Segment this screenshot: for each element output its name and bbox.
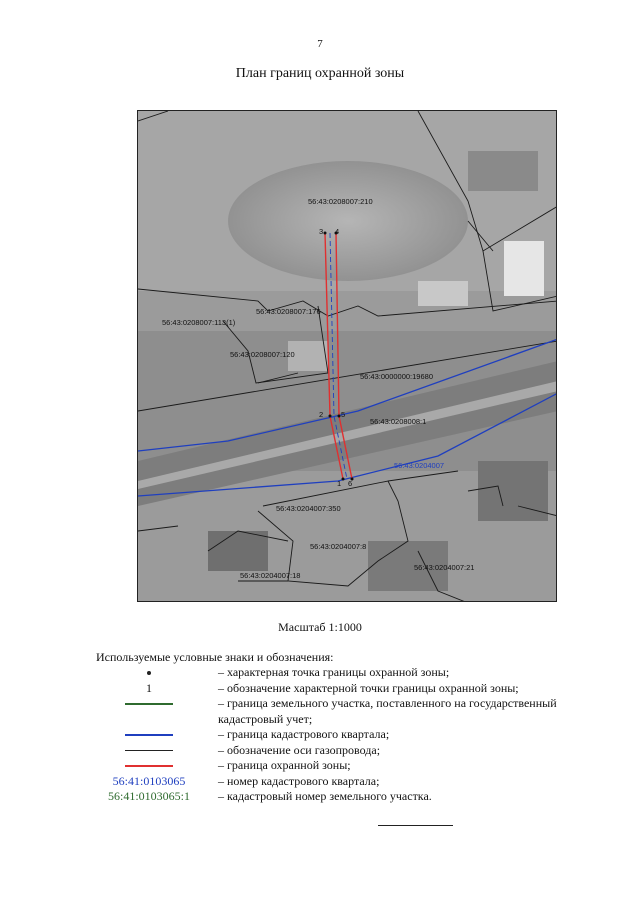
legend-row bbox=[90, 681, 600, 697]
parcel-label: 56:43:0208007:113(1) bbox=[162, 318, 236, 327]
point-label-6: 6 bbox=[348, 479, 353, 488]
legend-text: – граница земельного участка, поставленного на государственный кадастровый учет; bbox=[218, 696, 557, 726]
legend-symbol-label: 1 bbox=[146, 680, 152, 695]
signature-line bbox=[378, 825, 453, 826]
point-label-4: 4 bbox=[335, 227, 340, 236]
parcel-label: 56:43:0208007:176 bbox=[256, 307, 321, 316]
legend-row bbox=[90, 743, 600, 759]
cadastral-map bbox=[137, 110, 557, 602]
legend-row bbox=[90, 665, 600, 681]
legend-text: – характерная точка границы охранной зоны; bbox=[218, 665, 450, 679]
parcel-label: 56:43:0204007:18 bbox=[240, 571, 301, 580]
quarter-boundary-line-icon bbox=[125, 734, 173, 736]
page-number: 7 bbox=[317, 38, 323, 50]
parcel-label: 56:43:0000000:19680 bbox=[360, 372, 433, 381]
quarter-label: 56:43:0204007 bbox=[394, 461, 445, 470]
page-title: План границ охранной зоны bbox=[235, 66, 405, 81]
legend-row bbox=[90, 789, 600, 805]
legend-row bbox=[90, 774, 600, 790]
parcel-label: 56:43:0208007:210 bbox=[308, 197, 373, 206]
parcel-label: 56:43:0208008:1 bbox=[370, 417, 427, 426]
parcel-boundary-line-icon bbox=[125, 703, 173, 705]
protection-zone-line-icon bbox=[125, 765, 173, 767]
point-dot-icon bbox=[147, 671, 151, 675]
legend-heading: Используемые условные знаки и обозначения: bbox=[96, 650, 334, 664]
legend-text: – граница кадастрового квартала; bbox=[218, 727, 390, 741]
point-label-1: 1 bbox=[337, 479, 342, 488]
gas-axis-line-icon bbox=[125, 750, 173, 751]
legend-text: – обозначение оси газопровода; bbox=[218, 742, 381, 757]
legend bbox=[90, 665, 600, 805]
legend-symbol-label: 56:41:0103065:1 bbox=[107, 789, 190, 803]
parcel-label: 56:43:0208007:120 bbox=[230, 350, 295, 359]
legend-symbol-label: 56:41:0103065 bbox=[112, 773, 186, 788]
point-label-5: 5 bbox=[341, 410, 346, 419]
parcel-label: 56:43:0204007:21 bbox=[414, 563, 475, 572]
parcel-label: 56:43:0204007:8 bbox=[310, 542, 367, 551]
legend-row bbox=[90, 758, 600, 774]
legend-row bbox=[90, 696, 600, 727]
point-label-3: 3 bbox=[319, 227, 324, 236]
legend-text: – кадастровый номер земельного участка. bbox=[218, 789, 432, 803]
legend-text: – обозначение характерной точки границы охранной зоны; bbox=[218, 680, 519, 695]
legend-text: – номер кадастрового квартала; bbox=[218, 773, 380, 788]
legend-text: – граница охранной зоны; bbox=[218, 758, 351, 772]
point-label-2: 2 bbox=[319, 410, 324, 419]
map-scale: Масштаб 1:1000 bbox=[278, 620, 362, 634]
legend-row bbox=[90, 727, 600, 743]
parcel-label: 56:43:0204007:350 bbox=[276, 504, 341, 513]
